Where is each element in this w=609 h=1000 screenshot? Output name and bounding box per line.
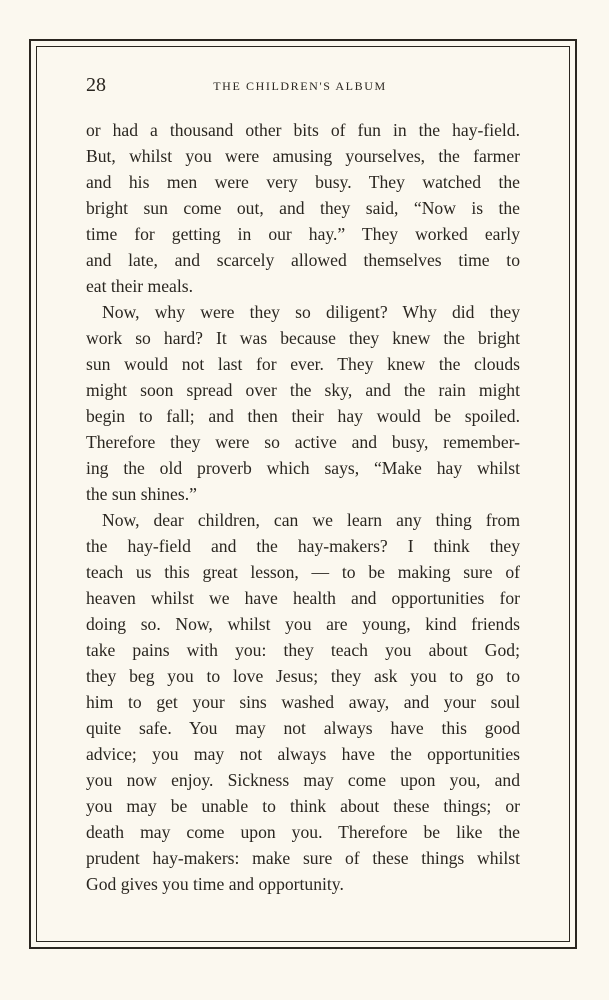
text-line: ing the old proverb which says, “Make hay whilst (86, 458, 520, 478)
text-line: or had a thousand other bits of fun in the hay-field. (86, 120, 520, 140)
text-line: bright sun come out, and they said, “Now is the (86, 198, 520, 218)
paragraph-start-line: Now, dear children, can we learn any thing from (102, 510, 520, 530)
text-line: heaven whilst we have health and opportunities for (86, 588, 520, 608)
running-title: THE CHILDREN'S ALBUM (213, 79, 387, 93)
text-line: quite safe. You may not always have this good (86, 718, 520, 738)
paragraph-start-line: Now, why were they so diligent? Why did they (102, 302, 520, 322)
text-line: and late, and scarcely allowed themselves time to (86, 250, 520, 270)
text-line: take pains with you: they teach you about God; (86, 640, 520, 660)
body-text (86, 117, 520, 897)
text-line: the hay-field and the hay-makers? I think they (86, 536, 520, 556)
paragraph-end-line: eat their meals. (86, 276, 193, 296)
text-line: But, whilst you were amusing yourselves, the farmer (86, 146, 520, 166)
page-number: 28 (86, 74, 106, 96)
text-line: work so hard? It was because they knew the bright (86, 328, 520, 348)
text-line: Therefore they were so active and busy, remember- (86, 432, 520, 452)
text-line: prudent hay-makers: make sure of these things whilst (86, 848, 520, 868)
text-line: you may be unable to think about these things; or (86, 796, 520, 816)
paragraph-end-line: the sun shines.” (86, 484, 197, 504)
text-line: doing so. Now, whilst you are young, kind friends (86, 614, 520, 634)
paragraph-end-line: God gives you time and opportunity. (86, 874, 344, 894)
text-line: teach us this great lesson, — to be making sure of (86, 562, 520, 582)
text-line: and his men were very busy. They watched the (86, 172, 520, 192)
text-line: you now enjoy. Sickness may come upon you, and (86, 770, 520, 790)
text-line: him to get your sins washed away, and your soul (86, 692, 520, 712)
text-line: might soon spread over the sky, and the rain might (86, 380, 520, 400)
text-line: death may come upon you. Therefore be like the (86, 822, 520, 842)
text-line: begin to fall; and then their hay would be spoiled. (86, 406, 520, 426)
page-header (80, 74, 520, 98)
text-line: sun would not last for ever. They knew the clouds (86, 354, 520, 374)
text-line: advice; you may not always have the opportunities (86, 744, 520, 764)
text-line: time for getting in our hay.” They worked early (86, 224, 520, 244)
text-line: they beg you to love Jesus; they ask you to go to (86, 666, 520, 686)
